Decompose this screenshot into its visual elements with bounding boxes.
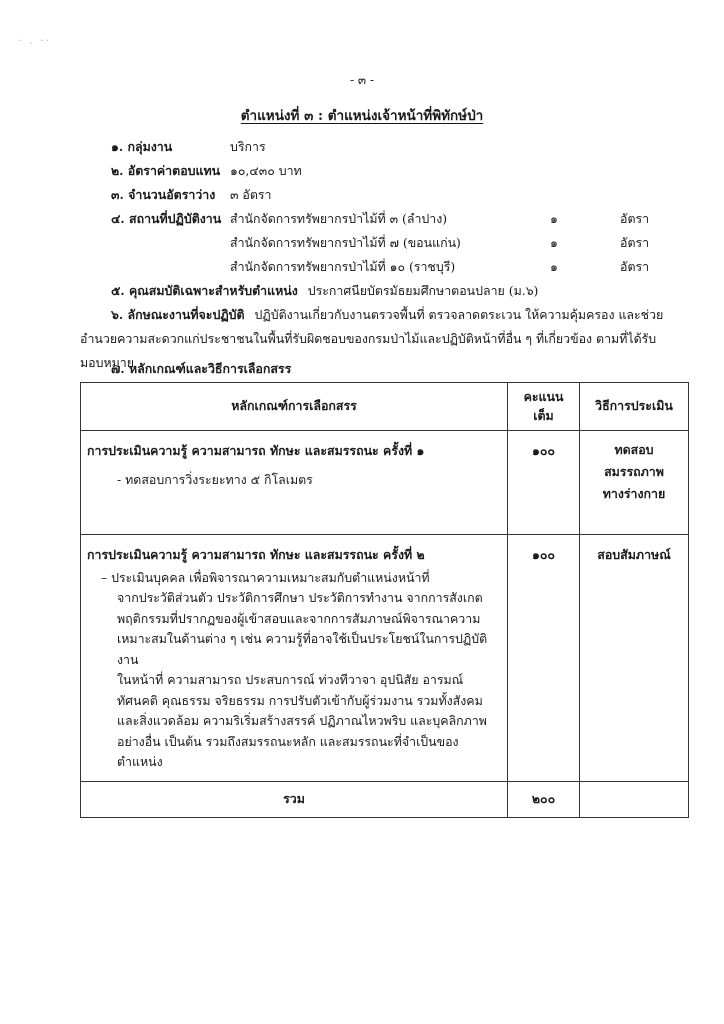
workplace-count: ๑	[550, 211, 558, 226]
item-duties	[111, 306, 663, 325]
criteria-detail: - ทดสอบการวิ่งระยะทาง ๕ กิโลเมตร	[117, 471, 313, 487]
workplace-office: สำนักจัดการทรัพยากรป่าไม้ที่ ๗ (ขอนแก่น)	[230, 235, 461, 250]
table-total-row	[81, 781, 689, 817]
workplace-unit: อัตรา	[620, 235, 650, 250]
criteria-title: การประเมินความรู้ ความสามารถ ทักษะ และสมรรถนะ ครั้งที่ ๑	[87, 443, 425, 458]
table-row	[81, 431, 689, 535]
item-salary-label: ๒. อัตราค่าตอบแทน	[111, 163, 221, 178]
workplace-office: สำนักจัดการทรัพยากรป่าไม้ที่ ๓ (ลำปาง)	[230, 211, 448, 226]
criteria-table	[80, 382, 689, 818]
header-method: วิธีการประเมิน	[580, 383, 689, 431]
workplace-unit: อัตรา	[620, 259, 650, 274]
workplace-unit: อัตรา	[620, 211, 650, 226]
method-cell: ทดสอบ สมรรถภาพ ทางร่างกาย	[580, 431, 689, 535]
document-title: ตำแหน่งที่ ๓ : ตำแหน่งเจ้าหน้าที่พิทักษ์ป่า	[240, 108, 484, 124]
item-qualification-value: ประกาศนียบัตรมัธยมศึกษาตอนปลาย (ม.๖)	[307, 283, 539, 298]
item-qualification	[111, 282, 538, 301]
total-label: รวม	[81, 781, 508, 817]
scan-speckle: · ․ ··	[18, 34, 52, 47]
item-group-value: บริการ	[230, 139, 266, 154]
item-qualification-label: ๕. คุณสมบัติเฉพาะสำหรับตำแหน่ง	[111, 283, 298, 298]
table-header-row	[81, 383, 689, 431]
item-duties-line2: อำนวยความสะดวกแก่ประชาชนในพื้นที่รับผิดชอบของกรมป่าไม้และปฏิบัติหน้าที่อื่น ๆ ที่เกี่ยวข้อง ตามที่ได้รับ	[80, 331, 657, 346]
total-method-empty	[580, 781, 689, 817]
item-vacancies-value: ๓ อัตรา	[230, 187, 272, 202]
item-salary-value: ๑๐,๔๓๐ บาท	[230, 163, 302, 178]
criteria-cell	[81, 431, 508, 535]
score-cell: ๑๐๐	[508, 431, 580, 535]
item-duties-line1: ปฏิบัติงานเกี่ยวกับงานตรวจพื้นที่ ตรวจลาดตระเวน ให้ความคุ้มครอง และช่วย	[254, 307, 664, 322]
criteria-cell	[81, 535, 508, 782]
item-duties-label: ๖. ลักษณะงานที่จะปฏิบัติ	[111, 307, 245, 322]
criteria-title: การประเมินความรู้ ความสามารถ ทักษะ และสมรรถนะ ครั้งที่ ๒	[87, 547, 425, 562]
item-group-label: ๑. กลุ่มงาน	[111, 139, 173, 154]
total-score: ๒๐๐	[508, 781, 580, 817]
method-cell: สอบสัมภาษณ์	[580, 535, 689, 782]
workplace-count: ๑	[550, 235, 558, 250]
header-score: คะแนน เต็ม	[508, 383, 580, 431]
item-vacancies-label: ๓. จำนวนอัตราว่าง	[111, 187, 216, 202]
workplace-office: สำนักจัดการทรัพยากรป่าไม้ที่ ๑๐ (ราชบุรี)	[230, 259, 456, 274]
item-workplace-label: ๔. สถานที่ปฏิบัติงาน	[111, 211, 222, 226]
score-cell: ๑๐๐	[508, 535, 580, 782]
page-number: - ๓ -	[350, 73, 374, 87]
header-criteria: หลักเกณฑ์การเลือกสรร	[81, 383, 508, 431]
criteria-detail: – ประเมินบุคคล เพื่อพิจารณาความเหมาะสมกับตำแหน่งหน้าที่ จากประวัติส่วนตัว ประวัติการศึกษา ประวัติการทำงาน จากการสังเกต พฤติกรรมที่ปรากฏของผู้เข้าสอบและจากการสัมภาษณ์พิจารณาความ เหมาะสมในด้านต่าง ๆ เช่น ความรู้ที่อาจใช้เป็นประโยชน์ในการปฏิบัติงาน ในหน้าที่ ความสามารถ ประสบการณ์ ท่วงทีวาจา อุปนิสัย อารมณ์ ทัศนคติ คุณธรรม จริยธรรม การปรับตัวเข้ากับผู้ร่วมงาน รวมทั้งสังคม และสิ่งแวดล้อม ความริเริ่มสร้างสรรค์ ปฏิภาณไหวพริบ และบุคลิกภาพ อย่างอื่น เป็นต้น รวมถึงสมรรถนะหลัก และสมรรถนะที่จำเป็นของ ตำแหน่ง	[101, 569, 488, 769]
workplace-count: ๑	[550, 259, 558, 274]
item-criteria-heading: ๗. หลักเกณฑ์และวิธีการเลือกสรร	[111, 361, 292, 376]
item-duties-line3: มอบหมาย	[80, 355, 135, 370]
table-row	[81, 535, 689, 782]
